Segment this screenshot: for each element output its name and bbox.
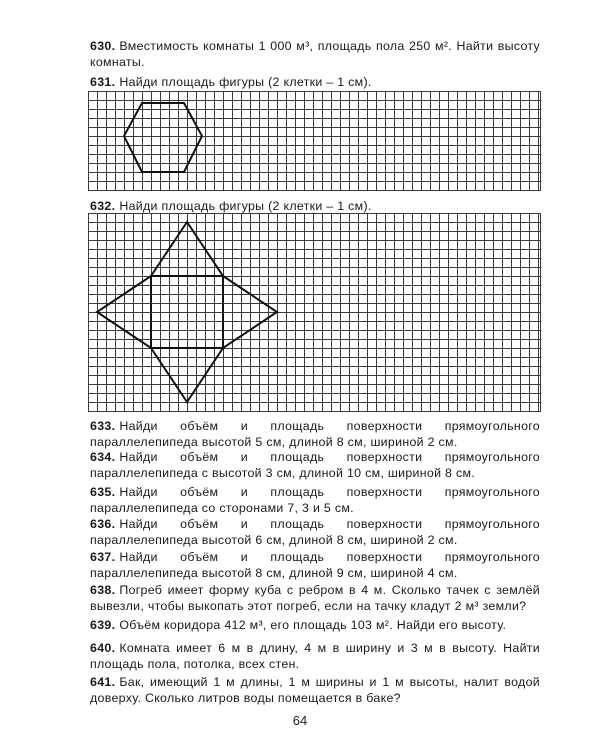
problem-641 xyxy=(90,674,540,706)
central-square xyxy=(151,276,223,348)
problem-number: 633. xyxy=(90,419,116,433)
problem-number: 632. xyxy=(90,199,116,213)
right-triangle xyxy=(223,276,277,348)
problem-text: Найди объём и площадь поверхности прямоугольного параллелепипеда высотой 6 см, длиной 8 см, шириной 2 см. xyxy=(90,517,540,547)
problem-634 xyxy=(90,449,540,481)
problem-number: 635. xyxy=(90,485,116,499)
problem-number: 638. xyxy=(90,583,116,597)
problem-text: Найди объём и площадь поверхности прямоугольного параллелепипеда с высотой 3 см, длиной 10 см, шириной 8 см. xyxy=(90,450,540,480)
problem-text: Найди площадь фигуры (2 клетки – 1 см). xyxy=(119,199,372,213)
problem-636 xyxy=(90,516,540,548)
problem-text: Объём коридора 412 м³, его площадь 103 м². Найди его высоту. xyxy=(119,618,507,632)
problem-text: Погреб имеет форму куба с ребром в 4 м. Сколько тачек с землёй вывезли, чтобы выкопать этот погреб, если на тачку кладут 2 м³ земли? xyxy=(90,583,540,613)
problem-637 xyxy=(90,549,540,581)
problem-number: 630. xyxy=(90,39,116,53)
problem-text: Найди площадь фигуры (2 клетки – 1 см). xyxy=(119,75,372,89)
left-triangle xyxy=(97,276,151,348)
grid-hexagon xyxy=(88,91,541,191)
problem-633 xyxy=(90,418,540,450)
problem-text: Найди объём и площадь поверхности прямоугольного параллелепипеда высотой 8 см, длиной 9 см, шириной 4 см. xyxy=(90,550,540,580)
problem-number: 641. xyxy=(90,675,116,689)
hexagon-shape xyxy=(124,103,202,172)
problem-635 xyxy=(90,484,540,516)
problem-631 xyxy=(90,74,540,90)
problem-number: 634. xyxy=(90,450,116,464)
problem-639 xyxy=(90,617,540,633)
problem-638 xyxy=(90,582,540,614)
problem-number: 640. xyxy=(90,641,116,655)
problem-text: Найди объём и площадь поверхности прямоугольного параллелепипеда высотой 5 см, длиной 8 см, шириной 2 см. xyxy=(90,419,540,449)
problem-number: 637. xyxy=(90,550,116,564)
problem-630 xyxy=(90,38,540,70)
grid-square-triangles xyxy=(88,213,541,412)
problem-number: 631. xyxy=(90,75,116,89)
problem-text: Вместимость комнаты 1 000 м³, площадь пола 250 м². Найти высоту комнаты. xyxy=(90,39,540,69)
page-number: 64 xyxy=(292,713,308,728)
problem-number: 636. xyxy=(90,517,116,531)
problem-640 xyxy=(90,640,540,672)
problem-632 xyxy=(90,198,540,214)
hexagon-figure xyxy=(88,91,540,190)
problem-text: Комната имеет 6 м в длину, 4 м в ширину и 3 м в высоту. Найти площадь пола, потолка, всех стен. xyxy=(90,641,540,671)
problem-text: Найди объём и площадь поверхности прямоугольного параллелепипеда со сторонами 7, 3 и 5 см. xyxy=(90,485,540,515)
bottom-triangle xyxy=(151,348,223,402)
problem-text: Бак, имеющий 1 м длины, 1 м ширины и 1 м высоты, налит водой доверху. Сколько литров воды помещается в баке? xyxy=(90,675,540,705)
problem-number: 639. xyxy=(90,618,116,632)
top-triangle xyxy=(151,222,223,276)
square-triangles-figure xyxy=(88,213,540,411)
